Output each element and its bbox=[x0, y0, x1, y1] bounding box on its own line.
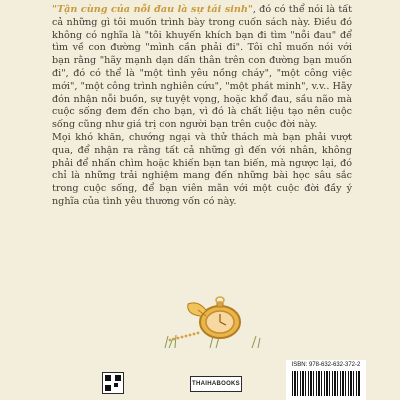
paragraph-1 bbox=[52, 4, 352, 132]
barcode-bars bbox=[292, 371, 360, 396]
watch-body bbox=[188, 297, 240, 338]
publisher-logo: THAIHABOOKS bbox=[190, 376, 242, 392]
lead-quote: "Tận cùng của nỗi đau là sự tái sinh" bbox=[52, 4, 253, 15]
paragraph-2: Mọi khó khăn, chướng ngại và thử thách mà bạn phải vượt qua, để nhận ra rằng tất cả những gì đến với nhân, không phải để nhấn chìm hoặc khiến bạn tan biến, mà ngược lại, đó chỉ là những trải nghiệm mang đến những bài học sâu sắc trong cuộc sống, để bạn viên mãn với một cuộc đời đầy ý nghĩa của tình yêu thương vốn có này. bbox=[52, 131, 352, 207]
isbn-text: ISBN: 978-632-632-372-2 bbox=[291, 362, 361, 368]
watch-chain bbox=[169, 332, 200, 342]
paragraph-1-rest: , đó có thể nói là tất cả những gì tôi muốn trình bày trong cuốn sách này. Điều đó không có nghĩa là "tôi khuyến khích bạn đi tìm "nỗi đau" để tìm về con đường "mình cần phải đi". Tôi chỉ muốn nói với bạn rằng "hãy mạnh dạn dấn thân trên con đường bạn muốn đi", đó có thể là "một tình yêu nồng cháy", "một công việc mới", "một công trình nghiên cứu", "một phát minh", v.v.. Hãy đón nhận nỗi buồn, sự tuyệt vọng, hoặc khổ đau, sầu não mà cuộc sống đem đến cho bạn, vì đó là chất liệu tạo nên cuộc sống cũng như giá trị con người bạn trên cuộc đời này. bbox=[52, 4, 352, 131]
qr-code bbox=[102, 372, 124, 394]
back-cover-footer bbox=[0, 362, 400, 400]
cover-text bbox=[52, 4, 352, 304]
pocket-watch-illustration bbox=[140, 270, 280, 350]
isbn-barcode bbox=[286, 360, 366, 400]
